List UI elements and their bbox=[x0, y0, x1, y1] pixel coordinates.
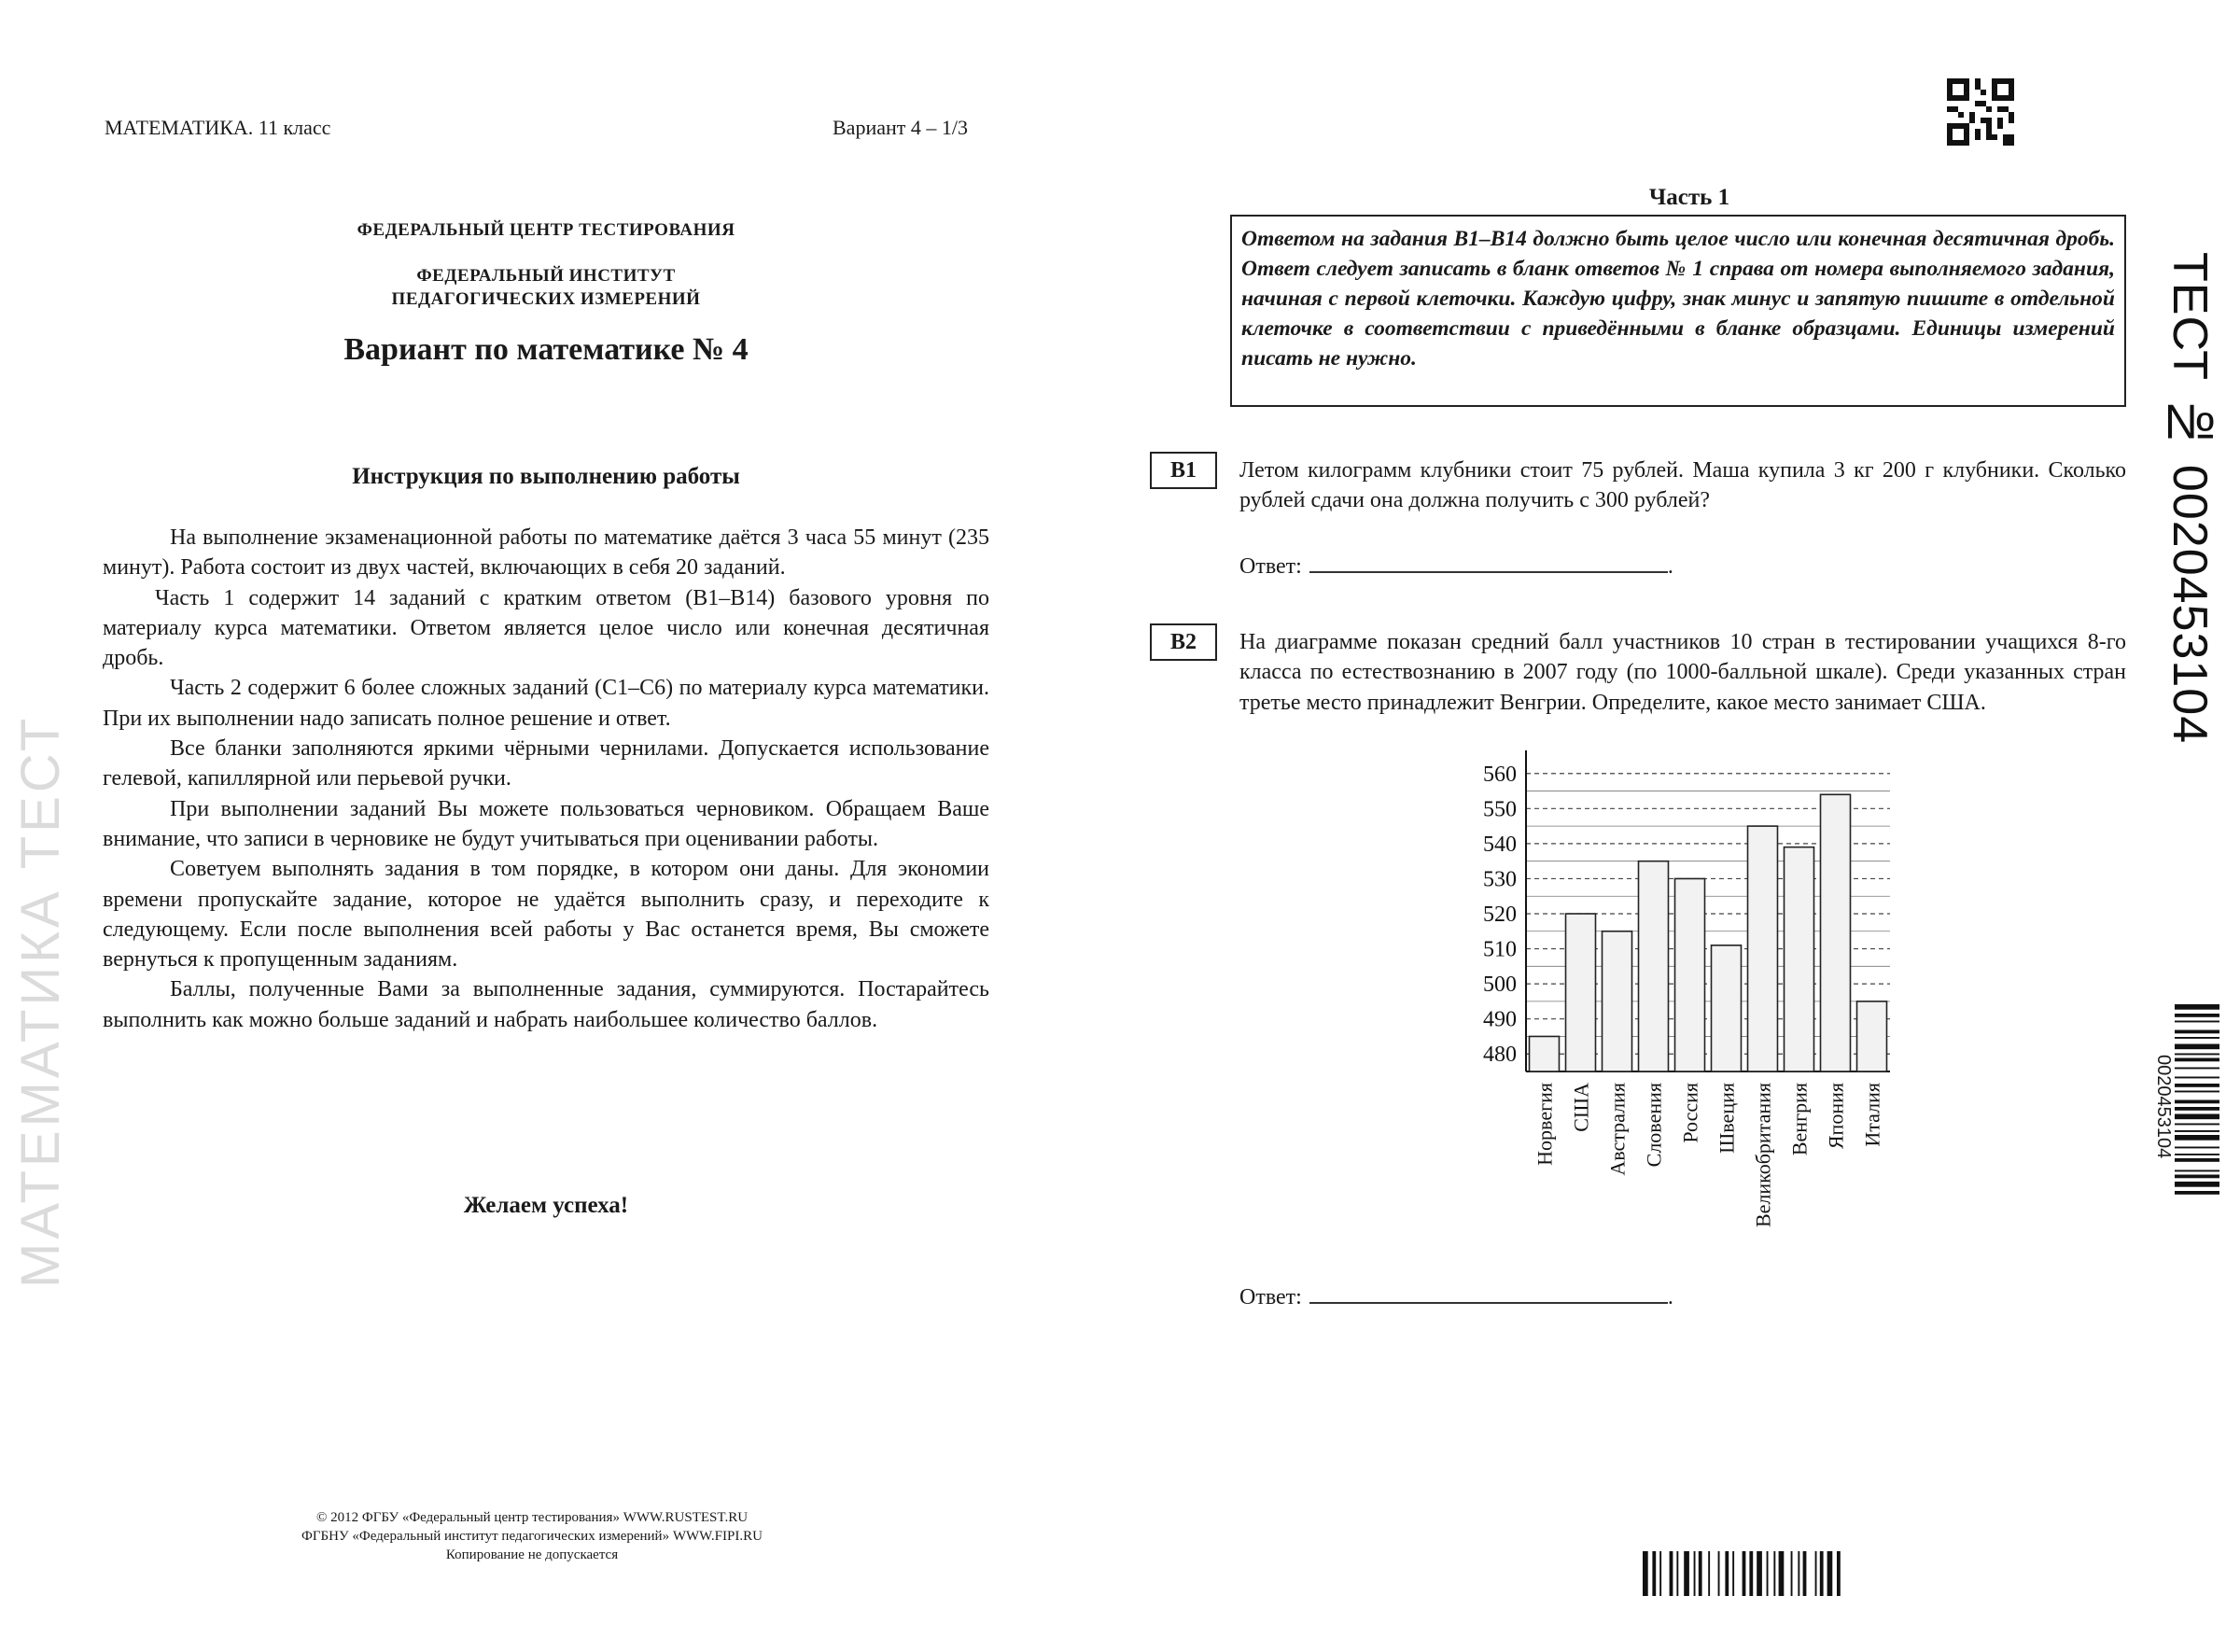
barcode-bar bbox=[2175, 1077, 2219, 1079]
x-tick-label: Великобритания bbox=[1751, 1083, 1775, 1228]
bar bbox=[1530, 1036, 1560, 1071]
barcode-bar bbox=[2175, 1170, 2219, 1172]
barcode-bar bbox=[2175, 1114, 2219, 1120]
part1-instructions-box: Ответом на задания В1–В14 должно быть целое число или конечная десятичная дробь. Ответ следует записать в бланк ответов № 1 справа от номера выполняемого задания, начиная с первой клеточки. Каждую цифру, знак минус и запятую пишите в отдельной клеточке в соответствии с приведёнными в бланке образцами. Единицы измерений писать не нужно. bbox=[1230, 215, 2126, 407]
x-tick-label: Венгрия bbox=[1787, 1083, 1812, 1156]
barcode-bar bbox=[2175, 1130, 2219, 1132]
bar bbox=[1821, 794, 1851, 1071]
barcode-bar bbox=[1676, 1551, 1678, 1596]
answer-label: Ответ: bbox=[1239, 554, 1302, 579]
task-b2-answer bbox=[1239, 1281, 1673, 1310]
barcode-bar bbox=[1798, 1551, 1799, 1596]
barcode-bar bbox=[2175, 1037, 2219, 1039]
org-fipi-line2: ПЕДАГОГИЧЕСКИХ ИЗМЕРЕНИЙ bbox=[391, 289, 701, 309]
task-b1-text: Летом килограмм клубники стоит 75 рублей. Маша купила 3 кг 200 г клубники. Сколько рублей сдачи она должна получить с 300 рублей? bbox=[1239, 458, 2126, 513]
y-tick-label: 510 bbox=[1483, 937, 1517, 962]
x-tick-label: США bbox=[1569, 1083, 1593, 1132]
barcode-bar bbox=[1779, 1551, 1785, 1596]
footer-line: Копирование не допускается bbox=[445, 1547, 619, 1562]
barcode-bar bbox=[2175, 1191, 2219, 1195]
barcode-bar bbox=[2175, 1091, 2219, 1093]
barcode-bar bbox=[2175, 1021, 2219, 1023]
barcode-bar bbox=[2175, 1014, 2219, 1017]
task-b1-label: B1 bbox=[1150, 452, 1217, 489]
instructions-paragraph: Все бланки заполняются яркими чёрными чернилами. Допускается использование гелевой, капиллярной или перьевой ручки. bbox=[103, 736, 989, 791]
barcode-bar bbox=[1699, 1551, 1702, 1596]
instructions-paragraph: Баллы, полученные Вами за выполненные задания, суммируются. Постарайтесь выполнить как можно больше заданий и набрать наибольшее количество баллов. bbox=[103, 977, 989, 1032]
barcode-bar bbox=[2175, 1124, 2219, 1126]
instructions-paragraph: При выполнении заданий Вы можете пользоваться черновиком. Обращаем Ваше внимание, что записи в черновике не будут учитываться при оценивании работы. bbox=[103, 796, 989, 851]
barcode-bar bbox=[1708, 1551, 1710, 1596]
org-ftc: ФЕДЕРАЛЬНЫЙ ЦЕНТР ТЕСТИРОВАНИЯ bbox=[357, 220, 735, 240]
bar bbox=[1785, 847, 1814, 1071]
instructions-title: Инструкция по выполнению работы bbox=[352, 464, 740, 489]
barcode-bar bbox=[2175, 1100, 2219, 1104]
org-fipi-line1: ФЕДЕРАЛЬНЫЙ ИНСТИТУТ bbox=[416, 266, 676, 286]
barcode-bar bbox=[1652, 1551, 1656, 1596]
barcode-bar bbox=[2175, 1044, 2219, 1050]
y-tick-label: 490 bbox=[1483, 1007, 1517, 1032]
barcode-bottom-icon bbox=[1643, 1551, 1900, 1596]
barcode-bar bbox=[1837, 1551, 1841, 1596]
barcode-bar bbox=[1743, 1551, 1746, 1596]
barcode-vertical-icon bbox=[2175, 1004, 2219, 1262]
barcode-bar bbox=[1767, 1551, 1769, 1596]
barcode-bar bbox=[2175, 1058, 2219, 1062]
x-tick-label: Австралия bbox=[1605, 1083, 1630, 1176]
footer-line: ФГБНУ «Федеральный институт педагогических измерений» WWW.FIPI.RU bbox=[301, 1529, 763, 1544]
barcode-bar bbox=[1659, 1551, 1661, 1596]
instructions-paragraph: На выполнение экзаменационной работы по математике даётся 3 часа 55 минут (235 минут). Работа состоит из двух частей, включающих в себя 20 заданий. bbox=[103, 525, 989, 581]
bar bbox=[1712, 945, 1742, 1071]
copyright-footer bbox=[224, 1508, 840, 1564]
bleed-through-text: МАТЕМАТИКА ТЕСТ bbox=[10, 714, 71, 1288]
task-b2-text: На диаграмме показан средний балл участников 10 стран в тестировании учащихся 8-го класса по естествознанию в 2007 году (по 1000-балльной шкале). Среди указанных стран третье место принадлежит Венгрии. Определите, какое место занимает США. bbox=[1239, 630, 2126, 715]
barcode-bar bbox=[1684, 1551, 1689, 1596]
barcode-bar bbox=[1725, 1551, 1729, 1596]
bar bbox=[1857, 1001, 1887, 1071]
footer-line: © 2012 ФГБУ «Федеральный центр тестирования» WWW.RUSTEST.RU bbox=[315, 1510, 749, 1525]
page-title: Вариант по математике № 4 bbox=[343, 332, 749, 367]
barcode-bar bbox=[2175, 1054, 2219, 1056]
variant-header: Вариант 4 – 1/3 bbox=[833, 116, 968, 139]
answer-line bbox=[1309, 551, 1668, 573]
answer-end: . bbox=[1667, 1285, 1673, 1309]
barcode-bar bbox=[2175, 1135, 2219, 1141]
subject-header: МАТЕМАТИКА. 11 класс bbox=[105, 116, 331, 139]
x-tick-label: Словения bbox=[1642, 1083, 1666, 1168]
instructions-body bbox=[103, 523, 989, 1035]
barcode-bar bbox=[2175, 1158, 2219, 1162]
y-tick-label: 550 bbox=[1483, 797, 1517, 822]
barcode-bar bbox=[2175, 1154, 2219, 1155]
barcode-bar bbox=[2175, 1030, 2219, 1034]
bar bbox=[1566, 914, 1596, 1071]
answer-line bbox=[1309, 1281, 1668, 1304]
y-tick-label: 500 bbox=[1483, 973, 1517, 998]
y-tick-label: 530 bbox=[1483, 867, 1517, 892]
bar-chart bbox=[1456, 747, 1904, 1269]
answer-end: . bbox=[1667, 554, 1673, 579]
task-b2-label: B2 bbox=[1150, 623, 1217, 661]
bar bbox=[1748, 826, 1778, 1071]
wish-text: Желаем успеха! bbox=[463, 1193, 629, 1218]
barcode-bar bbox=[1670, 1551, 1673, 1596]
barcode-bar bbox=[1643, 1551, 1648, 1596]
y-tick-label: 480 bbox=[1483, 1043, 1517, 1068]
answer-label: Ответ: bbox=[1239, 1285, 1302, 1309]
barcode-bar bbox=[1694, 1551, 1696, 1596]
barcode-bar bbox=[1732, 1551, 1734, 1596]
barcode-number: 0020453104 bbox=[2153, 1055, 2174, 1159]
barcode-bar bbox=[1803, 1551, 1807, 1596]
x-tick-label: Россия bbox=[1678, 1083, 1702, 1143]
barcode-bar bbox=[1749, 1551, 1753, 1596]
bar bbox=[1675, 878, 1705, 1071]
barcode-bar bbox=[1820, 1551, 1824, 1596]
barcode-bar bbox=[1718, 1551, 1720, 1596]
instructions-paragraph: Часть 2 содержит 6 более сложных заданий (С1–С6) по материалу курса математики. При их выполнении надо записать полное решение и ответ. bbox=[103, 676, 989, 731]
barcode-bar bbox=[2175, 1004, 2219, 1010]
y-tick-label: 560 bbox=[1483, 762, 1517, 787]
instructions-paragraph: Часть 1 содержит 14 заданий с кратким ответом (В1–В14) базового уровня по материалу курса математики. Ответом является целое число или конечная десятичная дробь. bbox=[103, 585, 989, 671]
barcode-bar bbox=[1815, 1551, 1817, 1596]
x-tick-label: Италия bbox=[1860, 1083, 1884, 1147]
y-tick-label: 520 bbox=[1483, 903, 1517, 927]
barcode-bar bbox=[1773, 1551, 1775, 1596]
barcode-bar bbox=[2175, 1107, 2219, 1111]
test-number-vertical: ТЕСТ № 0020453104 bbox=[2163, 252, 2217, 745]
bar bbox=[1603, 931, 1632, 1071]
barcode-bar bbox=[1757, 1551, 1762, 1596]
task-b1-answer bbox=[1239, 551, 1673, 580]
x-tick-label: Япония bbox=[1824, 1083, 1848, 1150]
barcode-bar bbox=[1791, 1551, 1793, 1596]
y-tick-label: 540 bbox=[1483, 832, 1517, 857]
barcode-bar bbox=[2175, 1068, 2219, 1070]
barcode-bar bbox=[2175, 1147, 2219, 1149]
barcode-bar bbox=[1827, 1551, 1833, 1596]
x-tick-label: Швеция bbox=[1715, 1083, 1739, 1154]
part1-title: Часть 1 bbox=[1648, 185, 1730, 210]
bar bbox=[1639, 861, 1669, 1071]
barcode-bar bbox=[2175, 1175, 2219, 1179]
barcode-bar bbox=[2175, 1182, 2219, 1187]
qr-code-icon bbox=[1947, 78, 2014, 146]
x-tick-label: Норвегия bbox=[1533, 1083, 1557, 1166]
instructions-paragraph: Советуем выполнять задания в том порядке, в котором они даны. Для экономии времени пропускайте задание, которое не удаётся выполнить сразу, и переходите к следующему. Если после выполнения всей работы у Вас останется время, Вы сможете вернуться к пропущенным заданиям. bbox=[103, 857, 989, 973]
barcode-bar bbox=[2175, 1084, 2219, 1087]
